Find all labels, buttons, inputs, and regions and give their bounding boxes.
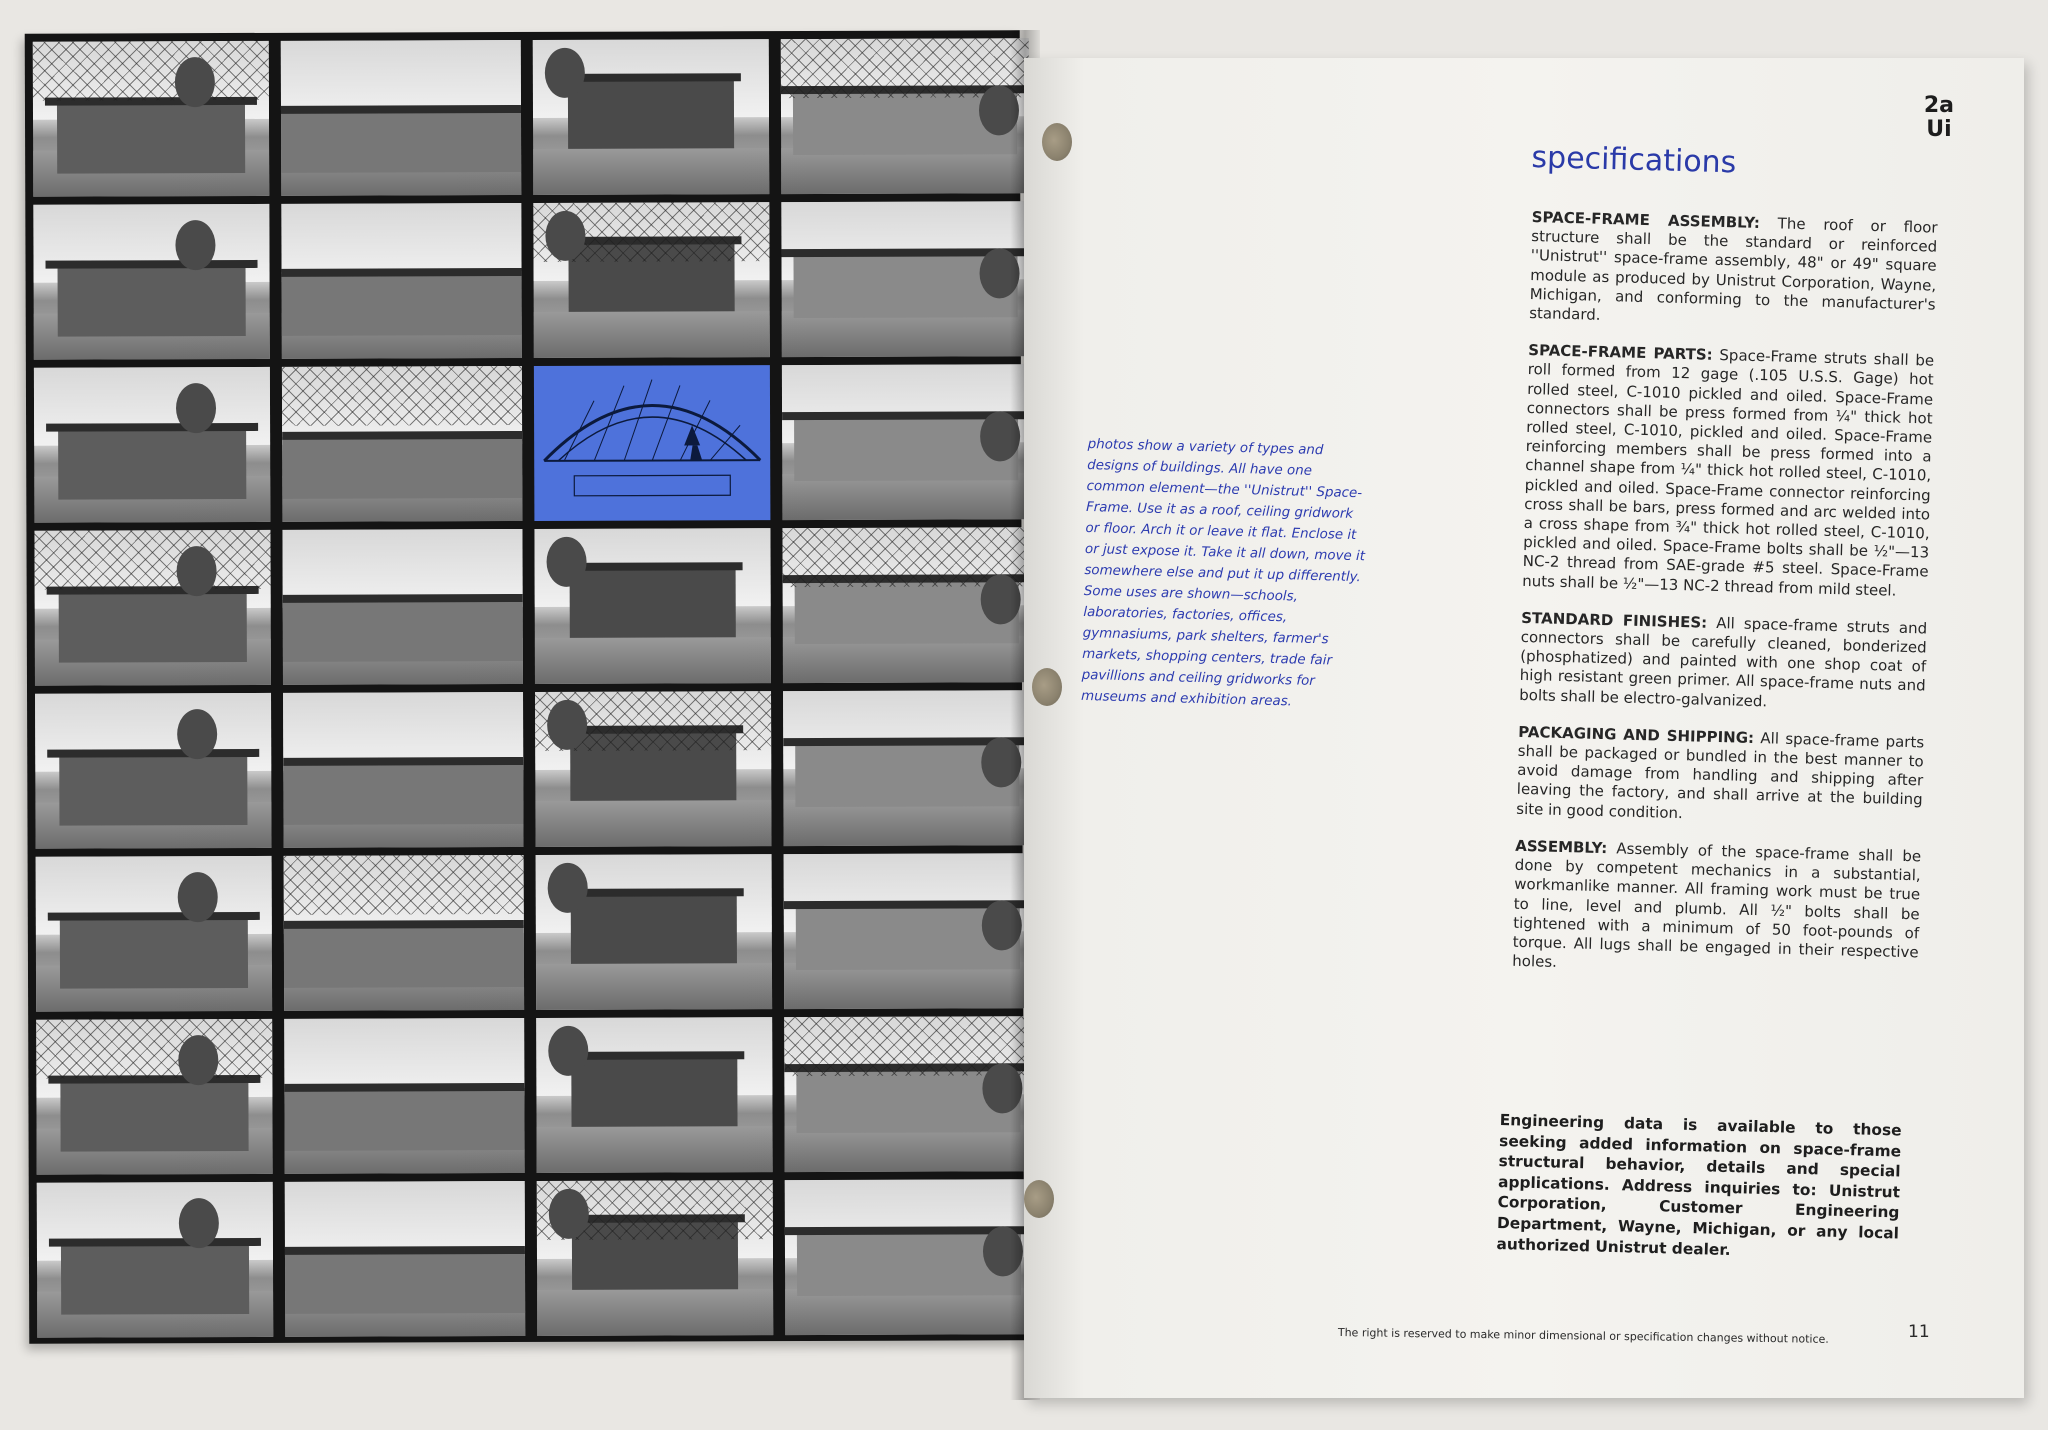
punch-hole (1024, 1180, 1054, 1218)
corner-mark-line2: Ui (1926, 117, 1952, 142)
building-photo (781, 201, 1030, 357)
building-photo (533, 39, 770, 195)
building-photo (785, 1179, 1034, 1335)
building-photo (37, 1182, 274, 1338)
spec-section-heading: PACKAGING AND SHIPPING: (1518, 722, 1755, 747)
spec-section-text: The roof or floor structure shall be the standard or reinforced ''Unistrut'' space-frame assembly, 48" or 49" square module as produced by Unistrut Corporation, Wayne, Michigan, and conforming to the manufacturer's standard. (1529, 213, 1938, 324)
corner-mark-line1: 2a (1923, 93, 1954, 118)
building-photo (36, 856, 273, 1012)
building-photo (283, 692, 524, 848)
photo-caption: photos show a variety of types and designs of buildings. All have one common element—the ''Unistrut'' Space-Frame. Use it as a roof, ceiling gridwork or floor. Arch it or leave it flat. Enclose it or just expose it. Take it all down, move it somewhere else and put it up differently. Some uses are shown—schools, laboratories, factories, offices, gymnasiums, park shelters, farmer's markets, shopping centers, trade fair pavillions and ceiling gridworks for museums and exhibition areas. (1080, 436, 1366, 710)
building-photo (285, 1181, 526, 1337)
building-photo (35, 693, 272, 849)
building-photo (535, 691, 772, 847)
page-number: 11 (1908, 1322, 1930, 1342)
building-photo (34, 367, 271, 523)
building-photo (282, 529, 523, 685)
photo-grid (33, 38, 1017, 1335)
building-photo (783, 690, 1032, 846)
page-title: specifications (1531, 140, 1737, 181)
building-photo (536, 1017, 773, 1173)
building-photo (534, 528, 771, 684)
building-photo (784, 1016, 1033, 1172)
spec-section-packaging (1516, 723, 1924, 830)
building-photo (284, 1018, 525, 1174)
engineering-data-note: Engineering data is available to those seeking added information on space-frame structural behavior, details and special applications. Address inquiries to: Unistrut Corporation, Customer Engineering Department, Wayne, Michigan, or any local authorized Unistrut dealer. (1496, 1110, 1902, 1259)
building-photo (784, 853, 1033, 1009)
punch-hole (1032, 668, 1062, 706)
spec-section-text: Space-Frame struts shall be roll formed from 12 gage (.105 U.S.S. Gage) hot rolled steel, C-1010 pickled and oiled. Space-Frame connectors shall be press formed from ¼" thick hot rolled steel, C-1010, pickled and oiled. Space-Frame reinforcing members shall be press formed into a channel shape from ¼" thick hot rolled steel, C-1010, pickled and oiled. Space-Frame connector reinforcing cross shall be bars, press formed and arc welded into a cross shape from ¾" thick hot rolled steel, C-1010, pickled and oiled. Space-Frame bolts shall be ½"—13 NC-2 thread from SAE-grade #5 steel. Space-Frame nuts shall be ½"—13 NC-2 thread from mild steel. (1522, 346, 1935, 600)
specifications-page (1024, 58, 2024, 1398)
building-photo (537, 1180, 774, 1336)
spec-section-parts (1522, 341, 1934, 601)
building-photo (284, 855, 525, 1011)
arch-sketch (534, 365, 771, 521)
building-photo (34, 530, 271, 686)
building-photo (782, 364, 1031, 520)
building-photo (281, 40, 522, 196)
spec-section-text: All space-frame struts and connectors shall be carefully cleaned, bonderized (phosphatized) and painted with one shop coat of high resistant green primer. All space-frame nuts and bolts shall be electro-galvanized. (1519, 613, 1928, 710)
spec-section-text: All space-frame parts shall be packaged or bundled in the best manner to avoid damage from handling and shipping after leaving the factory, and shall arrive at the building site in good condition. (1516, 728, 1925, 822)
spec-section-heading: SPACE-FRAME PARTS: (1528, 341, 1713, 364)
building-photo (33, 41, 270, 197)
spec-section-heading: ASSEMBLY: (1515, 836, 1608, 858)
building-photo (281, 203, 522, 359)
building-photo (536, 854, 773, 1010)
spec-section-finishes (1519, 609, 1927, 716)
spec-section-erection (1512, 837, 1921, 982)
spec-section-heading: SPACE-FRAME ASSEMBLY: (1531, 208, 1761, 232)
building-photo (781, 38, 1030, 194)
spec-section-text: Assembly of the space-frame shall be done by competent mechanics in a substantial, workmanlike manner. All framing work must be true to line, level and plumb. All ½" bolts shall be tightened with a minimum of 50 foot-pounds of torque. All lugs shall be engaged in their respective holes. (1512, 839, 1922, 972)
spec-section-heading: STANDARD FINISHES: (1521, 608, 1708, 632)
footer-disclaimer: The right is reserved to make minor dimensional or specification changes without notice. (1337, 1326, 1829, 1346)
building-photo (282, 366, 523, 522)
building-photo (36, 1019, 273, 1175)
spec-section-assembly (1529, 208, 1938, 334)
arched-space-frame-drawing (534, 365, 771, 521)
building-photo (782, 527, 1031, 683)
building-photo (533, 202, 770, 358)
building-photo (33, 204, 270, 360)
specification-body (1512, 208, 1938, 1000)
corner-page-mark (1924, 94, 1954, 142)
punch-hole (1042, 123, 1072, 161)
photo-grid-page (25, 30, 1025, 1343)
